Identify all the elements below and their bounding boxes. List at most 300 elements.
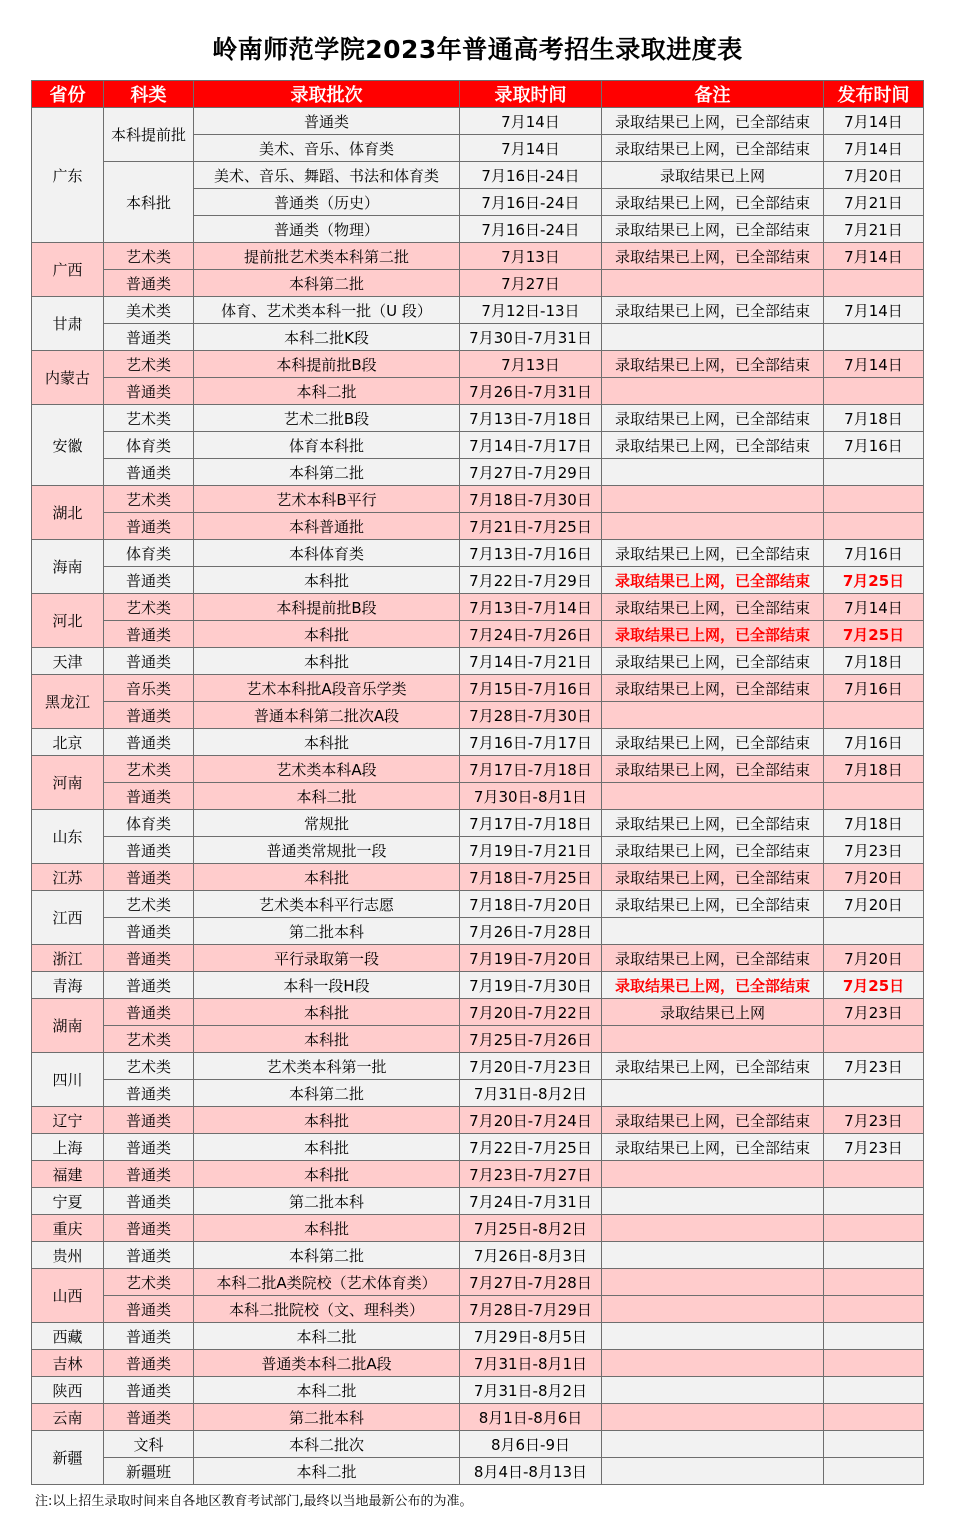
release-cell <box>824 486 924 513</box>
province-cell: 山西 <box>32 1269 104 1323</box>
release-cell <box>824 1269 924 1296</box>
release-cell: 7月18日 <box>824 648 924 675</box>
batch-cell: 本科二批 <box>194 1377 460 1404</box>
note-cell: 录取结果已上网，已全部结束 <box>602 810 824 837</box>
province-cell: 新疆 <box>32 1431 104 1485</box>
col-header-time: 录取时间 <box>460 81 602 108</box>
batch-cell: 本科第二批 <box>194 459 460 486</box>
release-cell: 7月14日 <box>824 135 924 162</box>
col-header-category: 科类 <box>104 81 194 108</box>
category-cell: 普通类 <box>104 1350 194 1377</box>
time-cell: 7月31日-8月2日 <box>460 1377 602 1404</box>
table-row <box>32 594 924 621</box>
time-cell: 7月22日-7月29日 <box>460 567 602 594</box>
table-row <box>32 1296 924 1323</box>
note-cell <box>602 459 824 486</box>
batch-cell: 本科提前批B段 <box>194 594 460 621</box>
batch-cell: 本科批 <box>194 1026 460 1053</box>
province-cell: 河北 <box>32 594 104 648</box>
batch-cell: 普通类 <box>194 108 460 135</box>
table-row <box>32 756 924 783</box>
note-cell: 录取结果已上网，已全部结束 <box>602 567 824 594</box>
release-cell: 7月20日 <box>824 162 924 189</box>
note-cell: 录取结果已上网，已全部结束 <box>602 405 824 432</box>
time-cell: 7月17日-7月18日 <box>460 810 602 837</box>
time-cell: 7月29日-8月5日 <box>460 1323 602 1350</box>
category-cell: 普通类 <box>104 567 194 594</box>
table-row <box>32 432 924 459</box>
note-cell <box>602 1377 824 1404</box>
batch-cell: 艺术类本科第一批 <box>194 1053 460 1080</box>
time-cell: 7月16日-24日 <box>460 189 602 216</box>
time-cell: 7月28日-7月29日 <box>460 1296 602 1323</box>
table-row <box>32 864 924 891</box>
category-cell: 体育类 <box>104 540 194 567</box>
table-row <box>32 324 924 351</box>
province-cell: 广西 <box>32 243 104 297</box>
note-cell: 录取结果已上网，已全部结束 <box>602 675 824 702</box>
category-cell: 普通类 <box>104 459 194 486</box>
time-cell: 7月23日-7月27日 <box>460 1161 602 1188</box>
category-cell: 艺术类 <box>104 1026 194 1053</box>
batch-cell: 艺术本科批A段音乐学类 <box>194 675 460 702</box>
release-cell: 7月16日 <box>824 432 924 459</box>
table-header-row <box>32 81 924 108</box>
batch-cell: 艺术二批B段 <box>194 405 460 432</box>
release-cell: 7月23日 <box>824 999 924 1026</box>
release-cell <box>824 270 924 297</box>
note-cell: 录取结果已上网，已全部结束 <box>602 297 824 324</box>
category-cell: 艺术类 <box>104 756 194 783</box>
category-cell: 普通类 <box>104 918 194 945</box>
table-row <box>32 702 924 729</box>
release-cell: 7月20日 <box>824 945 924 972</box>
time-cell: 7月18日-7月30日 <box>460 486 602 513</box>
category-cell: 普通类 <box>104 1080 194 1107</box>
note-cell: 录取结果已上网，已全部结束 <box>602 864 824 891</box>
category-cell: 普通类 <box>104 513 194 540</box>
table-row <box>32 486 924 513</box>
category-cell: 普通类 <box>104 1377 194 1404</box>
table-row <box>32 999 924 1026</box>
release-cell: 7月14日 <box>824 594 924 621</box>
table-row <box>32 351 924 378</box>
note-cell: 录取结果已上网，已全部结束 <box>602 1107 824 1134</box>
category-cell: 普通类 <box>104 783 194 810</box>
time-cell: 7月14日-7月21日 <box>460 648 602 675</box>
table-row <box>32 378 924 405</box>
time-cell: 7月16日-24日 <box>460 216 602 243</box>
category-cell: 本科提前批 <box>104 108 194 162</box>
release-cell <box>824 324 924 351</box>
note-cell <box>602 324 824 351</box>
category-cell: 普通类 <box>104 1188 194 1215</box>
category-cell: 文科 <box>104 1431 194 1458</box>
note-cell: 录取结果已上网，已全部结束 <box>602 621 824 648</box>
batch-cell: 本科批 <box>194 567 460 594</box>
batch-cell: 本科批 <box>194 1134 460 1161</box>
table-row <box>32 972 924 999</box>
category-cell: 普通类 <box>104 378 194 405</box>
batch-cell: 本科第二批 <box>194 1080 460 1107</box>
release-cell <box>824 378 924 405</box>
release-cell: 7月14日 <box>824 243 924 270</box>
table-row <box>32 1026 924 1053</box>
table-row <box>32 675 924 702</box>
release-cell: 7月14日 <box>824 297 924 324</box>
category-cell: 普通类 <box>104 999 194 1026</box>
time-cell: 7月13日-7月14日 <box>460 594 602 621</box>
release-cell: 7月16日 <box>824 675 924 702</box>
note-cell: 录取结果已上网，已全部结束 <box>602 216 824 243</box>
batch-cell: 普通类常规批一段 <box>194 837 460 864</box>
time-cell: 7月16日-24日 <box>460 162 602 189</box>
note-cell: 录取结果已上网，已全部结束 <box>602 135 824 162</box>
release-cell: 7月21日 <box>824 189 924 216</box>
time-cell: 8月1日-8月6日 <box>460 1404 602 1431</box>
release-cell: 7月23日 <box>824 837 924 864</box>
note-cell: 录取结果已上网，已全部结束 <box>602 729 824 756</box>
release-cell: 7月21日 <box>824 216 924 243</box>
category-cell: 普通类 <box>104 972 194 999</box>
batch-cell: 本科普通批 <box>194 513 460 540</box>
time-cell: 7月12日-13日 <box>460 297 602 324</box>
note-cell <box>602 270 824 297</box>
time-cell: 7月16日-7月17日 <box>460 729 602 756</box>
time-cell: 7月31日-8月2日 <box>460 1080 602 1107</box>
batch-cell: 本科批 <box>194 1215 460 1242</box>
category-cell: 普通类 <box>104 1242 194 1269</box>
province-cell: 广东 <box>32 108 104 243</box>
category-cell: 艺术类 <box>104 891 194 918</box>
release-cell <box>824 1458 924 1485</box>
release-cell <box>824 1215 924 1242</box>
time-cell: 7月20日-7月22日 <box>460 999 602 1026</box>
table-row <box>32 108 924 135</box>
category-cell: 体育类 <box>104 810 194 837</box>
time-cell: 7月14日 <box>460 135 602 162</box>
batch-cell: 普通本科第二批次A段 <box>194 702 460 729</box>
table-row <box>32 1107 924 1134</box>
table-row <box>32 783 924 810</box>
note-cell <box>602 513 824 540</box>
release-cell: 7月25日 <box>824 972 924 999</box>
batch-cell: 本科二批K段 <box>194 324 460 351</box>
table-row <box>32 945 924 972</box>
time-cell: 7月25日-8月2日 <box>460 1215 602 1242</box>
batch-cell: 本科批 <box>194 648 460 675</box>
time-cell: 7月19日-7月20日 <box>460 945 602 972</box>
category-cell: 普通类 <box>104 1323 194 1350</box>
category-cell: 普通类 <box>104 1107 194 1134</box>
release-cell: 7月25日 <box>824 567 924 594</box>
table-row <box>32 540 924 567</box>
release-cell: 7月20日 <box>824 864 924 891</box>
table-row <box>32 1404 924 1431</box>
table-row <box>32 567 924 594</box>
note-cell: 录取结果已上网，已全部结束 <box>602 189 824 216</box>
note-cell <box>602 1242 824 1269</box>
table-row <box>32 459 924 486</box>
category-cell: 美术类 <box>104 297 194 324</box>
table-row <box>32 1269 924 1296</box>
release-cell <box>824 1377 924 1404</box>
note-cell: 录取结果已上网，已全部结束 <box>602 837 824 864</box>
release-cell <box>824 1404 924 1431</box>
release-cell <box>824 1161 924 1188</box>
time-cell: 7月24日-7月26日 <box>460 621 602 648</box>
batch-cell: 本科二批A类院校（艺术体育类） <box>194 1269 460 1296</box>
time-cell: 7月30日-7月31日 <box>460 324 602 351</box>
note-cell: 录取结果已上网，已全部结束 <box>602 648 824 675</box>
time-cell: 7月13日 <box>460 243 602 270</box>
province-cell: 重庆 <box>32 1215 104 1242</box>
note-cell <box>602 1026 824 1053</box>
batch-cell: 第二批本科 <box>194 918 460 945</box>
col-header-release: 发布时间 <box>824 81 924 108</box>
province-cell: 陕西 <box>32 1377 104 1404</box>
release-cell <box>824 1323 924 1350</box>
release-cell: 7月20日 <box>824 891 924 918</box>
release-cell: 7月14日 <box>824 108 924 135</box>
province-cell: 湖北 <box>32 486 104 540</box>
table-row <box>32 270 924 297</box>
province-cell: 北京 <box>32 729 104 756</box>
batch-cell: 体育、艺术类本科一批（U 段） <box>194 297 460 324</box>
note-cell: 录取结果已上网，已全部结束 <box>602 540 824 567</box>
time-cell: 7月19日-7月30日 <box>460 972 602 999</box>
province-cell: 山东 <box>32 810 104 864</box>
time-cell: 7月26日-7月31日 <box>460 378 602 405</box>
category-cell: 普通类 <box>104 270 194 297</box>
table-row <box>32 1161 924 1188</box>
category-cell: 体育类 <box>104 432 194 459</box>
table-row <box>32 1215 924 1242</box>
province-cell: 青海 <box>32 972 104 999</box>
table-row <box>32 1323 924 1350</box>
province-cell: 内蒙古 <box>32 351 104 405</box>
table-row <box>32 918 924 945</box>
category-cell: 普通类 <box>104 1215 194 1242</box>
table-row <box>32 810 924 837</box>
category-cell: 普通类 <box>104 864 194 891</box>
note-cell <box>602 1080 824 1107</box>
admission-progress-table <box>31 80 924 1485</box>
note-cell: 录取结果已上网 <box>602 162 824 189</box>
col-header-batch: 录取批次 <box>194 81 460 108</box>
province-cell: 云南 <box>32 1404 104 1431</box>
category-cell: 艺术类 <box>104 594 194 621</box>
batch-cell: 艺术本科B平行 <box>194 486 460 513</box>
release-cell <box>824 1242 924 1269</box>
batch-cell: 艺术类本科平行志愿 <box>194 891 460 918</box>
release-cell: 7月14日 <box>824 351 924 378</box>
time-cell: 7月30日-8月1日 <box>460 783 602 810</box>
release-cell: 7月16日 <box>824 540 924 567</box>
batch-cell: 第二批本科 <box>194 1404 460 1431</box>
col-header-note: 备注 <box>602 81 824 108</box>
province-cell: 贵州 <box>32 1242 104 1269</box>
release-cell <box>824 702 924 729</box>
note-cell <box>602 1269 824 1296</box>
time-cell: 7月27日-7月29日 <box>460 459 602 486</box>
table-row <box>32 1053 924 1080</box>
province-cell: 辽宁 <box>32 1107 104 1134</box>
time-cell: 7月14日 <box>460 108 602 135</box>
note-cell: 录取结果已上网，已全部结束 <box>602 891 824 918</box>
release-cell: 7月23日 <box>824 1134 924 1161</box>
release-cell <box>824 1080 924 1107</box>
province-cell: 四川 <box>32 1053 104 1107</box>
province-cell: 安徽 <box>32 405 104 486</box>
note-cell <box>602 486 824 513</box>
time-cell: 7月27日 <box>460 270 602 297</box>
time-cell: 7月22日-7月25日 <box>460 1134 602 1161</box>
category-cell: 普通类 <box>104 837 194 864</box>
time-cell: 7月26日-7月28日 <box>460 918 602 945</box>
batch-cell: 美术、音乐、体育类 <box>194 135 460 162</box>
category-cell: 普通类 <box>104 702 194 729</box>
province-cell: 吉林 <box>32 1350 104 1377</box>
batch-cell: 普通类（物理） <box>194 216 460 243</box>
category-cell: 普通类 <box>104 945 194 972</box>
note-cell: 录取结果已上网，已全部结束 <box>602 1134 824 1161</box>
batch-cell: 常规批 <box>194 810 460 837</box>
province-cell: 甘肃 <box>32 297 104 351</box>
time-cell: 7月18日-7月25日 <box>460 864 602 891</box>
time-cell: 7月13日-7月16日 <box>460 540 602 567</box>
province-cell: 黑龙江 <box>32 675 104 729</box>
note-cell <box>602 702 824 729</box>
category-cell: 普通类 <box>104 1134 194 1161</box>
province-cell: 上海 <box>32 1134 104 1161</box>
category-cell: 普通类 <box>104 324 194 351</box>
table-row <box>32 621 924 648</box>
time-cell: 7月26日-8月3日 <box>460 1242 602 1269</box>
time-cell: 7月31日-8月1日 <box>460 1350 602 1377</box>
note-cell: 录取结果已上网，已全部结束 <box>602 351 824 378</box>
category-cell: 新疆班 <box>104 1458 194 1485</box>
release-cell: 7月25日 <box>824 621 924 648</box>
batch-cell: 本科提前批B段 <box>194 351 460 378</box>
release-cell: 7月18日 <box>824 810 924 837</box>
batch-cell: 本科批 <box>194 999 460 1026</box>
province-cell: 河南 <box>32 756 104 810</box>
province-cell: 宁夏 <box>32 1188 104 1215</box>
category-cell: 艺术类 <box>104 1053 194 1080</box>
note-cell <box>602 1404 824 1431</box>
time-cell: 7月25日-7月26日 <box>460 1026 602 1053</box>
batch-cell: 本科二批 <box>194 1458 460 1485</box>
time-cell: 7月28日-7月30日 <box>460 702 602 729</box>
note-cell: 录取结果已上网，已全部结束 <box>602 972 824 999</box>
table-row <box>32 162 924 189</box>
time-cell: 7月24日-7月31日 <box>460 1188 602 1215</box>
table-row <box>32 1458 924 1485</box>
time-cell: 7月27日-7月28日 <box>460 1269 602 1296</box>
time-cell: 7月20日-7月24日 <box>460 1107 602 1134</box>
release-cell <box>824 1026 924 1053</box>
time-cell: 8月6日-9日 <box>460 1431 602 1458</box>
batch-cell: 体育本科批 <box>194 432 460 459</box>
table-body <box>32 108 924 1485</box>
batch-cell: 普通类（历史） <box>194 189 460 216</box>
release-cell <box>824 513 924 540</box>
batch-cell: 本科二批 <box>194 1323 460 1350</box>
batch-cell: 本科二批 <box>194 783 460 810</box>
category-cell: 普通类 <box>104 1404 194 1431</box>
note-cell <box>602 783 824 810</box>
batch-cell: 普通类本科二批A段 <box>194 1350 460 1377</box>
table-row <box>32 405 924 432</box>
release-cell: 7月23日 <box>824 1053 924 1080</box>
batch-cell: 本科批 <box>194 621 460 648</box>
province-cell: 浙江 <box>32 945 104 972</box>
category-cell: 艺术类 <box>104 351 194 378</box>
time-cell: 7月17日-7月18日 <box>460 756 602 783</box>
province-cell: 西藏 <box>32 1323 104 1350</box>
note-cell: 录取结果已上网，已全部结束 <box>602 756 824 783</box>
time-cell: 7月21日-7月25日 <box>460 513 602 540</box>
time-cell: 7月14日-7月17日 <box>460 432 602 459</box>
batch-cell: 本科一段H段 <box>194 972 460 999</box>
footnote: 注:以上招生录取时间来自各地区教育考试部门,最终以当地最新公布的为准。 <box>35 1494 473 1509</box>
note-cell: 录取结果已上网，已全部结束 <box>602 945 824 972</box>
release-cell <box>824 1188 924 1215</box>
note-cell <box>602 1161 824 1188</box>
category-cell: 普通类 <box>104 1296 194 1323</box>
category-cell: 艺术类 <box>104 486 194 513</box>
table-row <box>32 648 924 675</box>
batch-cell: 本科二批 <box>194 378 460 405</box>
batch-cell: 本科第二批 <box>194 270 460 297</box>
page-title: 岭南师范学院2023年普通高考招生录取进度表 <box>212 35 743 64</box>
table-row <box>32 1377 924 1404</box>
category-cell: 音乐类 <box>104 675 194 702</box>
time-cell: 7月20日-7月23日 <box>460 1053 602 1080</box>
category-cell: 艺术类 <box>104 243 194 270</box>
table-row <box>32 1188 924 1215</box>
batch-cell: 本科第二批 <box>194 1242 460 1269</box>
release-cell: 7月18日 <box>824 756 924 783</box>
category-cell: 普通类 <box>104 729 194 756</box>
note-cell <box>602 1296 824 1323</box>
table-row <box>32 891 924 918</box>
batch-cell: 本科批 <box>194 1107 460 1134</box>
time-cell: 7月19日-7月21日 <box>460 837 602 864</box>
note-cell <box>602 1350 824 1377</box>
province-cell: 江西 <box>32 891 104 945</box>
province-cell: 天津 <box>32 648 104 675</box>
batch-cell: 本科二批次 <box>194 1431 460 1458</box>
note-cell <box>602 1215 824 1242</box>
note-cell: 录取结果已上网，已全部结束 <box>602 1053 824 1080</box>
batch-cell: 提前批艺术类本科第二批 <box>194 243 460 270</box>
release-cell: 7月23日 <box>824 1107 924 1134</box>
note-cell: 录取结果已上网，已全部结束 <box>602 108 824 135</box>
release-cell: 7月18日 <box>824 405 924 432</box>
table-row <box>32 243 924 270</box>
time-cell: 7月13日-7月18日 <box>460 405 602 432</box>
category-cell: 艺术类 <box>104 1269 194 1296</box>
release-cell <box>824 1431 924 1458</box>
release-cell <box>824 459 924 486</box>
table-row <box>32 1350 924 1377</box>
note-cell: 录取结果已上网，已全部结束 <box>602 594 824 621</box>
note-cell <box>602 1458 824 1485</box>
note-cell <box>602 1323 824 1350</box>
release-cell <box>824 783 924 810</box>
